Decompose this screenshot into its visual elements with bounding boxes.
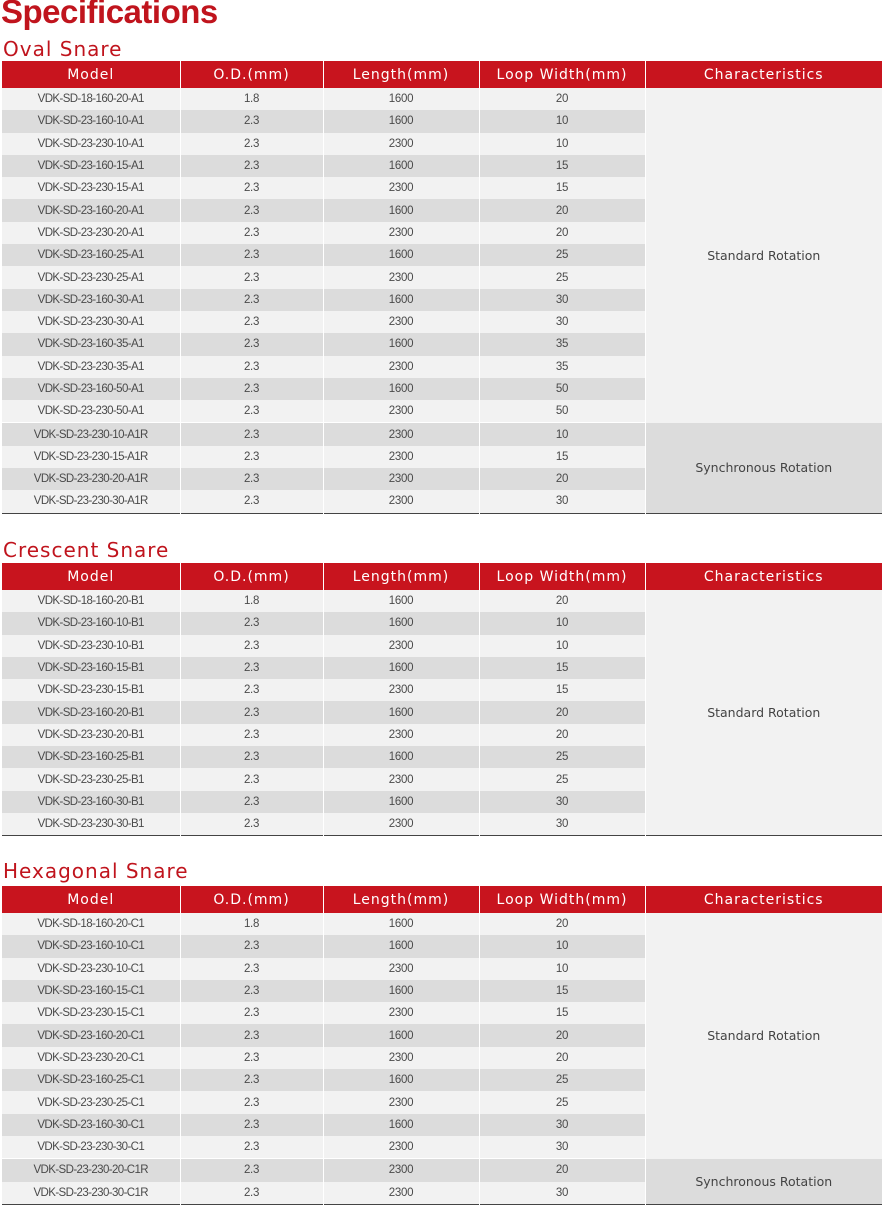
- loop-width-cell: 20: [479, 468, 645, 490]
- length-cell: 2300: [323, 1091, 479, 1113]
- length-cell: 2300: [323, 768, 479, 790]
- od-cell: 2.3: [180, 768, 323, 790]
- loop-width-cell: 20: [479, 1024, 645, 1046]
- characteristics-cell: Standard Rotation: [645, 913, 882, 1159]
- od-cell: 2.3: [180, 1159, 323, 1182]
- loop-width-cell: 30: [479, 289, 645, 311]
- length-cell: 1600: [323, 1069, 479, 1091]
- length-cell: 1600: [323, 657, 479, 679]
- length-cell: 2300: [323, 356, 479, 378]
- model-cell: VDK-SD-23-160-20-A1: [2, 199, 180, 221]
- od-cell: 2.3: [180, 177, 323, 199]
- od-cell: 2.3: [180, 679, 323, 701]
- table-row: [2, 590, 882, 612]
- model-cell: VDK-SD-23-160-30-B1: [2, 791, 180, 813]
- model-cell: VDK-SD-23-230-15-A1: [2, 177, 180, 199]
- loop-width-cell: 30: [479, 490, 645, 513]
- loop-width-cell: 20: [479, 1159, 645, 1182]
- od-cell: 2.3: [180, 356, 323, 378]
- loop-width-cell: 30: [479, 311, 645, 333]
- model-cell: VDK-SD-23-230-30-A1R: [2, 490, 180, 513]
- model-cell: VDK-SD-23-230-10-C1: [2, 958, 180, 980]
- length-cell: 2300: [323, 446, 479, 468]
- col-header-loop-width: Loop Width(mm): [479, 61, 645, 88]
- model-cell: VDK-SD-23-230-20-A1R: [2, 468, 180, 490]
- header-row: [2, 886, 882, 913]
- length-cell: 2300: [323, 958, 479, 980]
- length-cell: 1600: [323, 1024, 479, 1046]
- od-cell: 2.3: [180, 724, 323, 746]
- length-cell: 1600: [323, 590, 479, 612]
- od-cell: 2.3: [180, 400, 323, 423]
- od-cell: 2.3: [180, 446, 323, 468]
- od-cell: 2.3: [180, 110, 323, 132]
- length-cell: 1600: [323, 289, 479, 311]
- length-cell: 1600: [323, 199, 479, 221]
- table-row: [2, 1159, 882, 1182]
- od-cell: 2.3: [180, 701, 323, 723]
- page-title: Specifications: [1, 0, 218, 30]
- length-cell: 2300: [323, 635, 479, 657]
- model-cell: VDK-SD-23-230-35-A1: [2, 356, 180, 378]
- od-cell: 1.8: [180, 590, 323, 612]
- od-cell: 2.3: [180, 155, 323, 177]
- od-cell: 2.3: [180, 1024, 323, 1046]
- od-cell: 2.3: [180, 490, 323, 513]
- od-cell: 2.3: [180, 958, 323, 980]
- loop-width-cell: 25: [479, 746, 645, 768]
- characteristics-cell: Standard Rotation: [645, 590, 882, 836]
- od-cell: 2.3: [180, 612, 323, 634]
- loop-width-cell: 25: [479, 244, 645, 266]
- od-cell: 2.3: [180, 222, 323, 244]
- model-cell: VDK-SD-23-230-30-B1: [2, 813, 180, 836]
- length-cell: 2300: [323, 1047, 479, 1069]
- col-header-od: O.D.(mm): [180, 563, 323, 590]
- header-row: [2, 563, 882, 590]
- model-cell: VDK-SD-23-230-15-B1: [2, 679, 180, 701]
- col-header-od: O.D.(mm): [180, 886, 323, 913]
- table-row: [2, 88, 882, 110]
- loop-width-cell: 15: [479, 657, 645, 679]
- model-cell: VDK-SD-23-230-10-B1: [2, 635, 180, 657]
- length-cell: 2300: [323, 222, 479, 244]
- loop-width-cell: 10: [479, 423, 645, 446]
- spec-table-crescent: [2, 563, 882, 836]
- loop-width-cell: 15: [479, 155, 645, 177]
- model-cell: VDK-SD-23-230-30-C1R: [2, 1182, 180, 1205]
- loop-width-cell: 20: [479, 590, 645, 612]
- col-header-characteristics: Characteristics: [645, 886, 882, 913]
- length-cell: 2300: [323, 1002, 479, 1024]
- length-cell: 2300: [323, 177, 479, 199]
- model-cell: VDK-SD-23-160-10-A1: [2, 110, 180, 132]
- model-cell: VDK-SD-23-160-30-A1: [2, 289, 180, 311]
- length-cell: 1600: [323, 913, 479, 935]
- spec-table-oval: [2, 61, 882, 514]
- loop-width-cell: 30: [479, 1114, 645, 1136]
- loop-width-cell: 10: [479, 935, 645, 957]
- length-cell: 2300: [323, 1136, 479, 1159]
- model-cell: VDK-SD-23-160-25-C1: [2, 1069, 180, 1091]
- od-cell: 2.3: [180, 1182, 323, 1205]
- model-cell: VDK-SD-18-160-20-B1: [2, 590, 180, 612]
- model-cell: VDK-SD-23-230-25-A1: [2, 266, 180, 288]
- model-cell: VDK-SD-23-160-15-A1: [2, 155, 180, 177]
- model-cell: VDK-SD-23-230-10-A1: [2, 133, 180, 155]
- loop-width-cell: 10: [479, 635, 645, 657]
- model-cell: VDK-SD-23-160-10-B1: [2, 612, 180, 634]
- model-cell: VDK-SD-18-160-20-A1: [2, 88, 180, 110]
- loop-width-cell: 35: [479, 356, 645, 378]
- length-cell: 2300: [323, 266, 479, 288]
- loop-width-cell: 50: [479, 400, 645, 423]
- length-cell: 2300: [323, 724, 479, 746]
- loop-width-cell: 15: [479, 177, 645, 199]
- length-cell: 1600: [323, 746, 479, 768]
- section-title-crescent: Crescent Snare: [3, 538, 170, 562]
- model-cell: VDK-SD-23-230-30-A1: [2, 311, 180, 333]
- od-cell: 1.8: [180, 88, 323, 110]
- od-cell: 2.3: [180, 1002, 323, 1024]
- model-cell: VDK-SD-23-230-20-C1: [2, 1047, 180, 1069]
- length-cell: 2300: [323, 679, 479, 701]
- od-cell: 2.3: [180, 244, 323, 266]
- loop-width-cell: 20: [479, 222, 645, 244]
- length-cell: 2300: [323, 813, 479, 836]
- loop-width-cell: 20: [479, 724, 645, 746]
- length-cell: 1600: [323, 155, 479, 177]
- length-cell: 2300: [323, 133, 479, 155]
- section-title-oval: Oval Snare: [3, 37, 123, 61]
- loop-width-cell: 30: [479, 1136, 645, 1159]
- model-cell: VDK-SD-23-160-25-B1: [2, 746, 180, 768]
- model-cell: VDK-SD-23-230-30-C1: [2, 1136, 180, 1159]
- od-cell: 2.3: [180, 1047, 323, 1069]
- loop-width-cell: 25: [479, 768, 645, 790]
- col-header-characteristics: Characteristics: [645, 61, 882, 88]
- loop-width-cell: 10: [479, 612, 645, 634]
- length-cell: 1600: [323, 110, 479, 132]
- loop-width-cell: 20: [479, 701, 645, 723]
- characteristics-cell: Synchronous Rotation: [645, 423, 882, 513]
- model-cell: VDK-SD-23-230-20-B1: [2, 724, 180, 746]
- od-cell: 2.3: [180, 813, 323, 836]
- loop-width-cell: 15: [479, 980, 645, 1002]
- loop-width-cell: 25: [479, 266, 645, 288]
- od-cell: 2.3: [180, 1114, 323, 1136]
- loop-width-cell: 20: [479, 88, 645, 110]
- model-cell: VDK-SD-23-160-50-A1: [2, 378, 180, 400]
- model-cell: VDK-SD-23-230-25-B1: [2, 768, 180, 790]
- length-cell: 1600: [323, 980, 479, 1002]
- col-header-length: Length(mm): [323, 886, 479, 913]
- od-cell: 2.3: [180, 423, 323, 446]
- col-header-characteristics: Characteristics: [645, 563, 882, 590]
- model-cell: VDK-SD-23-160-15-C1: [2, 980, 180, 1002]
- length-cell: 2300: [323, 400, 479, 423]
- model-cell: VDK-SD-23-230-20-A1: [2, 222, 180, 244]
- od-cell: 2.3: [180, 289, 323, 311]
- od-cell: 2.3: [180, 1136, 323, 1159]
- od-cell: 2.3: [180, 980, 323, 1002]
- loop-width-cell: 20: [479, 199, 645, 221]
- table-row: [2, 423, 882, 446]
- length-cell: 2300: [323, 1182, 479, 1205]
- od-cell: 2.3: [180, 378, 323, 400]
- loop-width-cell: 25: [479, 1069, 645, 1091]
- length-cell: 1600: [323, 701, 479, 723]
- loop-width-cell: 15: [479, 679, 645, 701]
- length-cell: 2300: [323, 1159, 479, 1182]
- loop-width-cell: 50: [479, 378, 645, 400]
- col-header-length: Length(mm): [323, 61, 479, 88]
- col-header-loop-width: Loop Width(mm): [479, 886, 645, 913]
- od-cell: 2.3: [180, 935, 323, 957]
- loop-width-cell: 25: [479, 1091, 645, 1113]
- length-cell: 2300: [323, 490, 479, 513]
- od-cell: 2.3: [180, 199, 323, 221]
- spec-table-hexagonal: [2, 886, 882, 1205]
- od-cell: 2.3: [180, 791, 323, 813]
- od-cell: 1.8: [180, 913, 323, 935]
- col-header-od: O.D.(mm): [180, 61, 323, 88]
- length-cell: 1600: [323, 244, 479, 266]
- model-cell: VDK-SD-23-160-20-B1: [2, 701, 180, 723]
- col-header-length: Length(mm): [323, 563, 479, 590]
- model-cell: VDK-SD-23-230-50-A1: [2, 400, 180, 423]
- od-cell: 2.3: [180, 468, 323, 490]
- model-cell: VDK-SD-23-160-30-C1: [2, 1114, 180, 1136]
- length-cell: 1600: [323, 333, 479, 355]
- loop-width-cell: 35: [479, 333, 645, 355]
- od-cell: 2.3: [180, 266, 323, 288]
- length-cell: 1600: [323, 1114, 479, 1136]
- od-cell: 2.3: [180, 311, 323, 333]
- section-title-hexagonal: Hexagonal Snare: [3, 859, 189, 883]
- model-cell: VDK-SD-23-230-15-C1: [2, 1002, 180, 1024]
- model-cell: VDK-SD-23-160-25-A1: [2, 244, 180, 266]
- loop-width-cell: 30: [479, 813, 645, 836]
- col-header-model: Model: [2, 886, 180, 913]
- length-cell: 1600: [323, 791, 479, 813]
- model-cell: VDK-SD-23-160-10-C1: [2, 935, 180, 957]
- length-cell: 2300: [323, 468, 479, 490]
- od-cell: 2.3: [180, 657, 323, 679]
- od-cell: 2.3: [180, 746, 323, 768]
- characteristics-cell: Synchronous Rotation: [645, 1159, 882, 1205]
- model-cell: VDK-SD-18-160-20-C1: [2, 913, 180, 935]
- od-cell: 2.3: [180, 333, 323, 355]
- loop-width-cell: 15: [479, 1002, 645, 1024]
- loop-width-cell: 10: [479, 958, 645, 980]
- col-header-model: Model: [2, 563, 180, 590]
- loop-width-cell: 30: [479, 791, 645, 813]
- model-cell: VDK-SD-23-230-10-A1R: [2, 423, 180, 446]
- model-cell: VDK-SD-23-160-20-C1: [2, 1024, 180, 1046]
- loop-width-cell: 20: [479, 913, 645, 935]
- model-cell: VDK-SD-23-230-25-C1: [2, 1091, 180, 1113]
- col-header-loop-width: Loop Width(mm): [479, 563, 645, 590]
- header-row: [2, 61, 882, 88]
- model-cell: VDK-SD-23-160-35-A1: [2, 333, 180, 355]
- characteristics-cell: Standard Rotation: [645, 88, 882, 423]
- length-cell: 1600: [323, 612, 479, 634]
- length-cell: 1600: [323, 935, 479, 957]
- table-row: [2, 913, 882, 935]
- loop-width-cell: 15: [479, 446, 645, 468]
- length-cell: 2300: [323, 311, 479, 333]
- model-cell: VDK-SD-23-160-15-B1: [2, 657, 180, 679]
- length-cell: 1600: [323, 88, 479, 110]
- length-cell: 1600: [323, 378, 479, 400]
- col-header-model: Model: [2, 61, 180, 88]
- od-cell: 2.3: [180, 133, 323, 155]
- loop-width-cell: 10: [479, 110, 645, 132]
- loop-width-cell: 20: [479, 1047, 645, 1069]
- od-cell: 2.3: [180, 635, 323, 657]
- model-cell: VDK-SD-23-230-15-A1R: [2, 446, 180, 468]
- od-cell: 2.3: [180, 1091, 323, 1113]
- length-cell: 2300: [323, 423, 479, 446]
- model-cell: VDK-SD-23-230-20-C1R: [2, 1159, 180, 1182]
- loop-width-cell: 30: [479, 1182, 645, 1205]
- loop-width-cell: 10: [479, 133, 645, 155]
- od-cell: 2.3: [180, 1069, 323, 1091]
